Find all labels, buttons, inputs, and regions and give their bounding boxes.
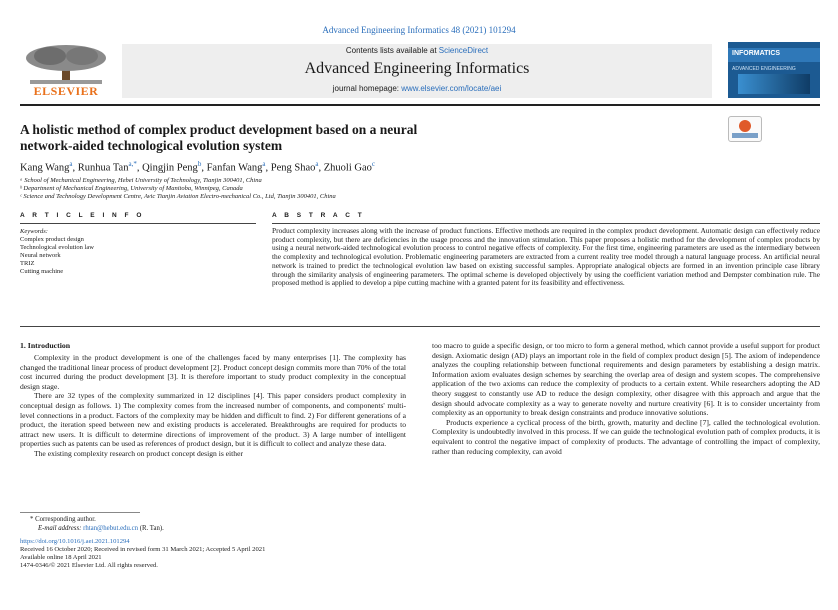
elsevier-logo [20,44,112,98]
homepage-line [122,84,712,93]
cover-art [738,74,810,94]
keyword: TRIZ [20,260,35,267]
keyword: Complex product design [20,236,84,243]
right-column [432,341,820,456]
abstract-bottom-rule [20,326,820,327]
journal-masthead [122,44,712,98]
article-info-rule [20,223,256,224]
section-heading-introduction: 1. Introduction [20,341,71,350]
author-name[interactable]: Runhua Tan [77,162,129,174]
homepage-prefix: journal homepage: [332,84,402,93]
contents-prefix: Contents lists available at [345,46,439,55]
badge-bar [732,133,758,138]
paragraph: The existing complexity research on product concept design is either [34,448,243,458]
journal-reference[interactable]: Advanced Engineering Informatics 48 (2021) 101294 [322,25,516,35]
paragraph: There are 32 types of the complexity summarized in 12 disciplines [4]. This paper considers product complexity in conceptual design as follows. 1) The complexity comes from the increased number of components, and components' multi-level connections in a product. Factors of the complexity may be hidden and difficult to find. 2) For different generations of a product, the iteration speed between new and existing products is accelerated. Breakthroughs are required for products to attract new users. It is difficult to determine directions of improvement of the product. 3) A large number of intelligent properties such as patents can be used as references of product design, but it is difficult to collect and analyze these data. [20,391,406,449]
author-name[interactable]: Peng Shao [270,162,316,174]
author-name[interactable]: Kang Wang [20,162,70,174]
author-name[interactable]: Qingjin Peng [142,162,198,174]
left-column [20,353,406,459]
abstract-rule [272,223,820,224]
cover-subtitle: ADVANCED ENGINEERING [732,66,796,72]
author-separator: , [318,162,324,174]
elsevier-wordmark: ELSEVIER [33,84,99,98]
abstract-text: Product complexity increases along with the increase of product functions. Effective methods are required in the complex product development. Automatic design can effectively reduce product complexity, but there are deficiencies in the usage process and the innovation stimulation. This paper proposes a holistic method for the development of complex products by using a neural network-aided technological evolution process to control negative effects of complexity. For the first time, engineering parameters are used as the intermediary between the complexity and technological evolution. Problematic engineering parameters are extracted from a current reality tree model through a natural language process. An artificial neural network is trained to predict the technological evolution law based on existing successful samples. Appropriate analogical objects are formed in an invention principle case library through the similarity analysis of engineering parameters. The optimal scheme is developed objectively by using the coefficient variation method and Dempster combination rule. The proposed method is applied to develop a pipe cutting machine with a granted patent for its feasibility and effectiveness. [272,226,820,288]
available-online: Available online 18 April 2021 [20,554,102,561]
author-affiliation-marker[interactable]: a [315,160,319,168]
masthead-divider [20,104,820,106]
journal-title: Advanced Engineering Informatics [304,60,530,77]
email-note [38,525,164,534]
email-link[interactable]: rhtan@hebut.edu.cn [83,525,139,532]
author-separator: , [201,162,207,174]
author-name[interactable]: Zhuoli Gao [323,162,372,174]
footnote-rule [20,512,140,513]
author-affiliation-marker[interactable]: a [262,160,266,168]
received-dates: Received 16 October 2020; Received in revised form 31 March 2021; Accepted 5 April 2021 [20,546,266,553]
article-info-heading: A R T I C L E I N F O [20,212,145,219]
cover-title: INFORMATICS [732,50,781,57]
paragraph: Complexity in the product development is one of the challenges faced by many enterprises [1]. The complexity has changed the traditional linear process of product development [2]. Product concept design commits more than 70% of the total cost incurred during the product development [3]. It is therefore important to study product complexity in the conceptual design stage. [20,353,406,391]
title-line-2: network-aided technological evolution system [20,138,283,153]
journal-cover-image[interactable] [728,42,820,98]
elsevier-tree-icon [20,44,112,84]
paragraph: Products experience a cyclical process of the birth, growth, maturity and decline [7], called the technological evolution. Complexity is undoubtedly involved in this process. If we can guide the technological evolution path of complex products, it is equivalent to control the negative impact of complexity of products. The advantage of controlling the impact of complexity, rather than reducing complexity, can avoid [432,417,820,456]
author-affiliation-marker[interactable]: a [69,160,73,168]
author-separator: , [136,162,143,174]
keyword: Technological evolution law [20,244,94,251]
author-affiliation-marker[interactable]: c [371,160,375,168]
keyword: Cutting machine [20,268,64,275]
paper-title [20,122,710,154]
keywords-list [20,236,256,276]
copyright: 1474-0346/© 2021 Elsevier Ltd. All rights reserved. [20,562,158,569]
badge-circle [739,120,751,132]
affiliation-b: ᵇ Department of Mechanical Engineering, University of Manitoba, Winnipeg, Canada [20,185,243,192]
email-suffix: (R. Tan). [138,525,164,532]
author-separator: , [72,162,78,174]
homepage-link[interactable]: www.elsevier.com/locate/aei [401,84,502,93]
doi-link[interactable]: https://doi.org/10.1016/j.aei.2021.101294 [20,538,130,545]
abstract-heading: A B S T R A C T [272,212,365,219]
title-line-1: A holistic method of complex product development based on a neural [20,122,418,137]
affiliation-c: ᶜ Science and Technology Development Centre, Avic Tianjin Aviation Electro-mechanical Co., Ltd, Tianjin 300401, China [20,193,336,200]
keyword: Neural network [20,252,61,259]
corresponding-author-note: * Corresponding author. [30,516,96,523]
email-label: E-mail address: [38,525,84,532]
paragraph: too macro to guide a specific design, or too micro to form a general method, which cannot provide a useful support for product design. Axiomatic design (AD) plays an important role in the field of complex product design [5]. The axiom of independence analyzes the coupling relationship between functional requirements and design parameters by establishing a design matrix. Information axiom evaluates design schemes by searching the overlap area of design and system scopes. The comprehensive application of the two axioms can reduce the complexity of products to a certain extent. While researchers adopting the AD theory suggest to constantly use AD to reduce the design complexity, other disagree with this approach and argue that the design should advocate complexity as a way to generate novelty and nurture creativity [6]. It is to consider uncertainty from complexity as an opportunity to break design constraints and produce innovative solutions. [432,341,820,418]
contents-line [122,46,712,55]
author-name[interactable]: Fanfan Wang [206,162,263,174]
affiliation-a: ᵃ School of Mechanical Engineering, Hebei University of Technology, Tianjin 300401, China [20,177,262,184]
keywords-label: Keywords: [20,228,48,235]
check-for-updates-icon[interactable] [728,116,762,142]
sciencedirect-link[interactable]: ScienceDirect [438,46,489,55]
author-affiliation-marker[interactable]: b [197,160,202,168]
author-list [20,160,820,174]
author-affiliation-marker[interactable]: a,* [128,160,137,168]
author-separator: , [265,162,271,174]
